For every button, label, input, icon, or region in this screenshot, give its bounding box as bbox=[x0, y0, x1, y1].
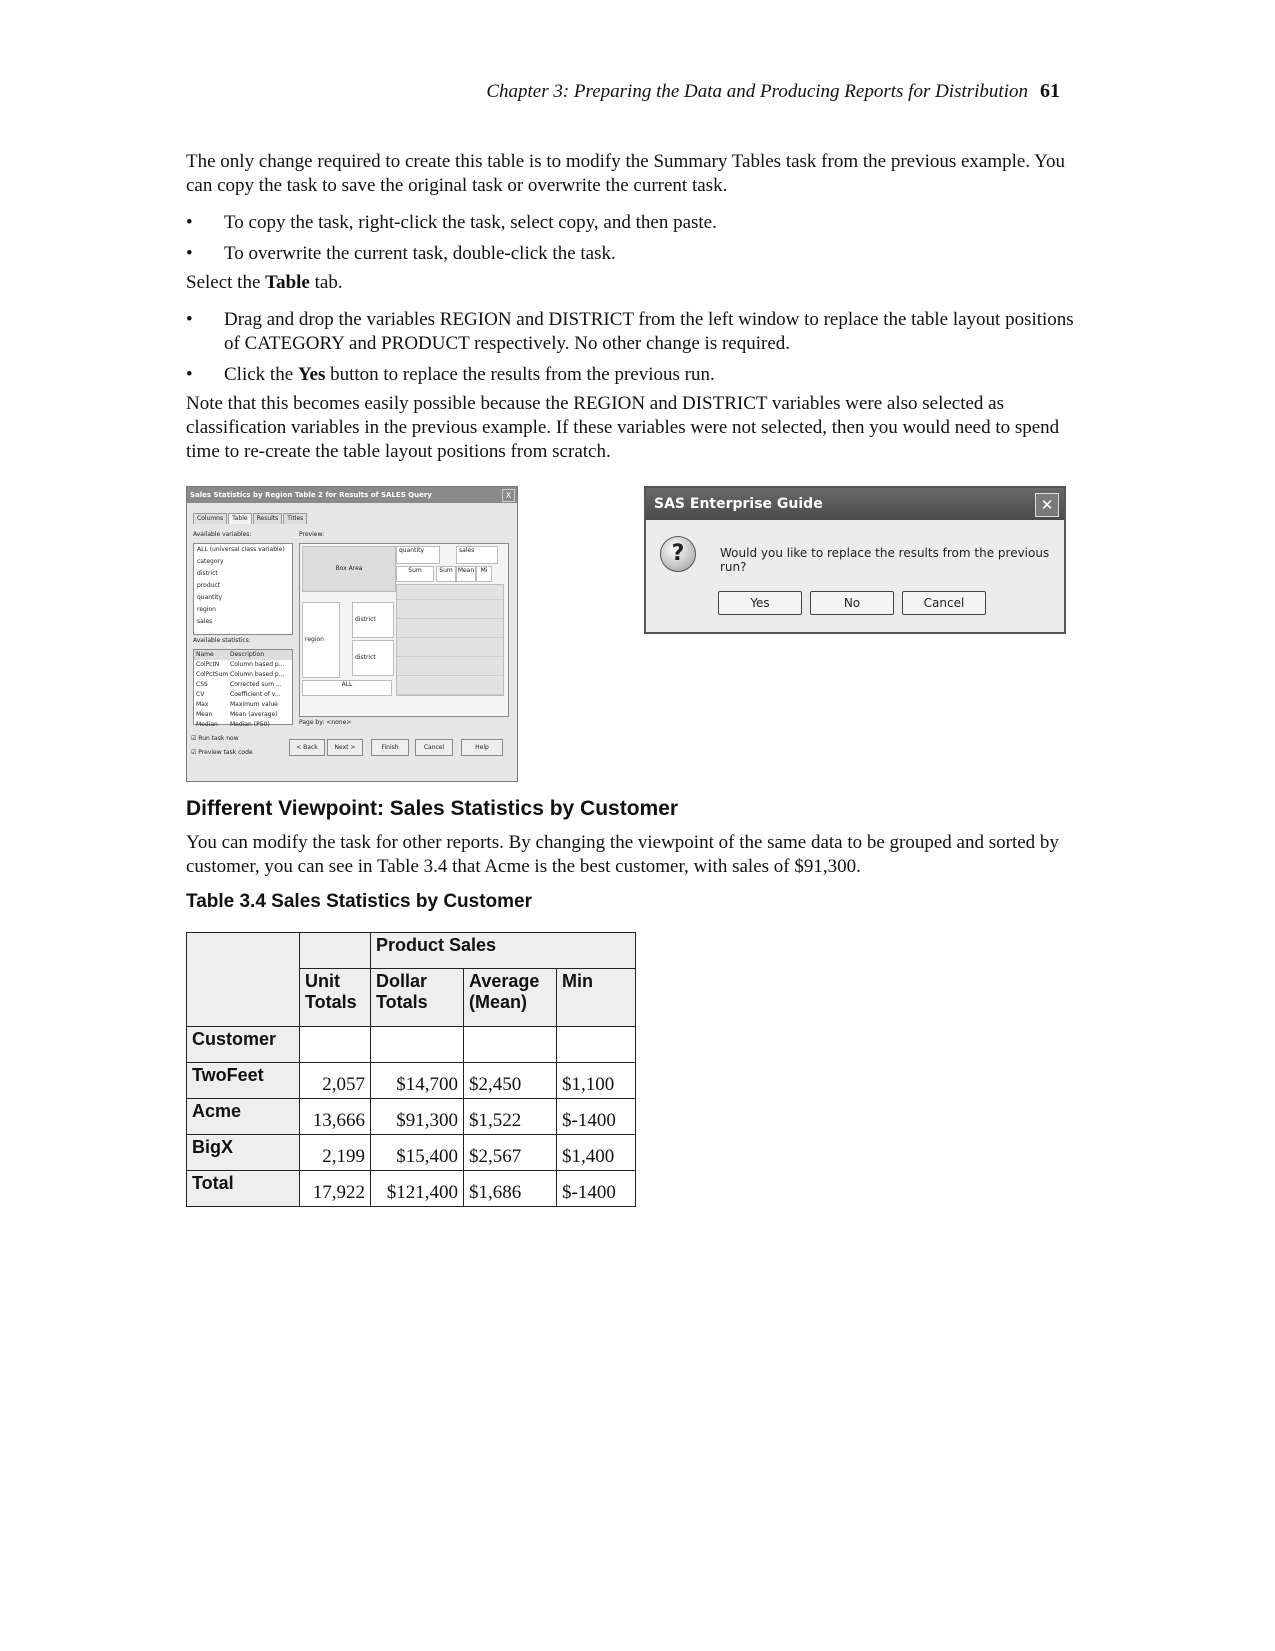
list-item[interactable]: district bbox=[197, 570, 218, 577]
sales-cell: sales bbox=[456, 546, 498, 564]
cancel-button[interactable]: Cancel bbox=[415, 739, 453, 756]
stats-header: Description bbox=[230, 651, 265, 658]
min-value: $-1400 bbox=[557, 1099, 636, 1135]
tab-results[interactable]: Results bbox=[253, 513, 283, 524]
select-table-tab-line bbox=[186, 271, 1086, 295]
empty-cell bbox=[464, 1027, 557, 1063]
average-mean: $2,567 bbox=[464, 1135, 557, 1171]
column-header: Unit Totals bbox=[300, 969, 371, 1027]
empty-cell bbox=[300, 933, 371, 969]
table-row bbox=[187, 933, 636, 969]
finish-button[interactable]: Finish bbox=[371, 739, 409, 756]
page-number: 61 bbox=[1040, 80, 1060, 102]
bullet-text: To overwrite the current task, double-click the task. bbox=[224, 243, 616, 264]
table-row bbox=[187, 1135, 636, 1171]
average-mean: $1,522 bbox=[464, 1099, 557, 1135]
empty-cell bbox=[371, 1027, 464, 1063]
tab-titles[interactable]: Titles bbox=[283, 513, 307, 524]
text-span: tab. bbox=[309, 272, 343, 293]
unit-totals: 13,666 bbox=[300, 1099, 371, 1135]
available-statistics-label: Available statistics: bbox=[193, 637, 251, 644]
empty-cell bbox=[557, 1027, 636, 1063]
dialog-title: SAS Enterprise Guide bbox=[654, 496, 823, 512]
mean-cell: Mean bbox=[456, 566, 476, 582]
question-icon: ? bbox=[660, 536, 696, 572]
empty-cell bbox=[300, 1027, 371, 1063]
all-cell: ALL bbox=[302, 680, 392, 696]
intro-paragraph: The only change required to create this table is to modify the Summary Tables task from the previous example. You can copy the task to save the original task or overwrite the current task. bbox=[186, 151, 1065, 196]
dollar-totals: $121,400 bbox=[371, 1171, 464, 1207]
min-value: $-1400 bbox=[557, 1171, 636, 1207]
average-mean: $2,450 bbox=[464, 1063, 557, 1099]
dialog-message: Would you like to replace the results from the previous run? bbox=[720, 546, 1050, 574]
summary-tables-wizard-screenshot bbox=[186, 486, 518, 782]
preview-area[interactable] bbox=[299, 543, 509, 717]
text-span: Click the bbox=[224, 364, 298, 385]
dollar-totals: $15,400 bbox=[371, 1135, 464, 1171]
bullet-dot: • bbox=[186, 212, 193, 233]
stats-header: Name bbox=[196, 651, 214, 658]
text-span: button to replace the results from the previous run. bbox=[325, 364, 715, 385]
tab-table[interactable]: Table bbox=[228, 513, 252, 524]
table-caption: Table 3.4 Sales Statistics by Customer bbox=[186, 891, 533, 912]
bullet-text: To copy the task, right-click the task, select copy, and then paste. bbox=[224, 212, 717, 233]
wizard-tabs bbox=[193, 513, 308, 524]
column-header: Min bbox=[557, 969, 636, 1027]
stats-header-row bbox=[194, 650, 292, 660]
column-header: Dollar Totals bbox=[371, 969, 464, 1027]
next-button[interactable]: Next > bbox=[327, 739, 363, 756]
list-item[interactable]: ALL (universal class variable) bbox=[197, 546, 285, 553]
bold-yes: Yes bbox=[297, 364, 326, 385]
list-item[interactable] bbox=[194, 660, 292, 670]
stat-name: CV bbox=[196, 691, 205, 698]
table-row bbox=[187, 1027, 636, 1063]
yes-button[interactable]: Yes bbox=[718, 591, 802, 615]
bullet-text bbox=[224, 363, 1086, 387]
bold-table: Table bbox=[265, 272, 310, 293]
list-item[interactable] bbox=[194, 720, 292, 730]
min-value: $1,100 bbox=[557, 1063, 636, 1099]
customer-name: Total bbox=[187, 1171, 300, 1207]
stat-name: Mean bbox=[196, 711, 213, 718]
region-cell: region bbox=[302, 602, 340, 678]
unit-totals: 2,057 bbox=[300, 1063, 371, 1099]
list-item[interactable] bbox=[194, 700, 292, 710]
checkbox-label: Preview task code bbox=[198, 749, 253, 756]
bullet-dot: • bbox=[186, 243, 193, 264]
table-row bbox=[187, 1099, 636, 1135]
customer-name: TwoFeet bbox=[187, 1063, 300, 1099]
customer-name: BigX bbox=[187, 1135, 300, 1171]
list-item[interactable]: quantity bbox=[197, 594, 223, 601]
variables-list[interactable] bbox=[193, 543, 293, 635]
no-button[interactable]: No bbox=[810, 591, 894, 615]
bullet-text: Drag and drop the variables REGION and DISTRICT from the left window to replace the table layout positions of CATEGORY and PRODUCT respectively. No other change is required. bbox=[224, 309, 1074, 354]
page-by-label: Page by: <none> bbox=[299, 719, 352, 726]
district-cell: district bbox=[352, 602, 394, 638]
bullet-drag-drop bbox=[186, 308, 1086, 356]
available-variables-label: Available variables: bbox=[193, 531, 252, 538]
stat-name: ColPctSum bbox=[196, 671, 229, 678]
dollar-totals: $14,700 bbox=[371, 1063, 464, 1099]
sas-confirm-dialog-screenshot bbox=[644, 486, 1066, 634]
section-paragraph: You can modify the task for other reports. By changing the viewpoint of the same data to be grouped and sorted by customer, you can see in Table 3.4 that Acme is the best customer, with sales of $91,300. bbox=[186, 832, 1059, 877]
column-header: Average (Mean) bbox=[464, 969, 557, 1027]
preview-label: Preview: bbox=[299, 531, 325, 538]
checkbox-label: Run task now bbox=[198, 735, 239, 742]
dialog-title-bar bbox=[646, 488, 1064, 520]
list-item[interactable]: product bbox=[197, 582, 221, 589]
cancel-button[interactable]: Cancel bbox=[902, 591, 986, 615]
note-paragraph: Note that this becomes easily possible because the REGION and DISTRICT variables were also selected as classification variables in the previous example. If these variables were not selected, then you would need to spend time to re-create the table layout positions from scratch. bbox=[186, 393, 1060, 462]
list-item[interactable] bbox=[194, 690, 292, 700]
chapter-title: Chapter 3: Preparing the Data and Producing Reports for Distribution bbox=[486, 81, 1028, 102]
stat-name: ColPctN bbox=[196, 661, 220, 668]
text-span: Select the bbox=[186, 272, 266, 293]
run-task-now-checkbox[interactable]: ☑ Run task now bbox=[191, 735, 239, 742]
preview-task-code-checkbox[interactable]: ☑ Preview task code bbox=[191, 749, 253, 756]
list-item[interactable]: region bbox=[197, 606, 216, 613]
list-item[interactable] bbox=[194, 710, 292, 720]
stat-name: Median bbox=[196, 721, 218, 728]
stat-desc: Coefficient of v... bbox=[230, 691, 281, 698]
dollar-totals: $91,300 bbox=[371, 1099, 464, 1135]
help-button[interactable]: Help bbox=[461, 739, 503, 756]
stat-desc: Maximum value bbox=[230, 701, 278, 708]
sum-cell: Sum bbox=[396, 566, 434, 582]
statistics-list[interactable] bbox=[193, 649, 293, 728]
box-area: Box Area bbox=[302, 546, 396, 592]
close-icon[interactable]: ✕ bbox=[1035, 493, 1059, 517]
running-header bbox=[486, 80, 1060, 103]
close-icon[interactable]: X bbox=[502, 489, 515, 502]
district-cell: district bbox=[352, 640, 394, 676]
sum-cell: Sum bbox=[436, 566, 456, 582]
tab-columns[interactable]: Columns bbox=[193, 513, 227, 524]
list-item[interactable] bbox=[194, 680, 292, 690]
list-item[interactable]: category bbox=[197, 558, 224, 565]
stat-desc: Mean (average) bbox=[230, 711, 278, 718]
wizard-title-bar bbox=[187, 487, 517, 503]
corner-cell bbox=[187, 933, 300, 1027]
list-item[interactable] bbox=[194, 670, 292, 680]
table-row bbox=[187, 1171, 636, 1207]
back-button[interactable]: < Back bbox=[289, 739, 325, 756]
customer-name: Acme bbox=[187, 1099, 300, 1135]
stat-name: CSS bbox=[196, 681, 208, 688]
min-value: $1,400 bbox=[557, 1135, 636, 1171]
unit-totals: 17,922 bbox=[300, 1171, 371, 1207]
stat-desc: Column based p... bbox=[230, 671, 285, 678]
wizard-title: Sales Statistics by Region Table 2 for Results of SALES Query bbox=[190, 491, 432, 499]
quantity-cell: quantity bbox=[396, 546, 440, 564]
stat-name: Max bbox=[196, 701, 209, 708]
row-header: Customer bbox=[187, 1027, 300, 1063]
average-mean: $1,686 bbox=[464, 1171, 557, 1207]
bullet-dot: • bbox=[186, 364, 193, 385]
section-heading: Different Viewpoint: Sales Statistics by Customer bbox=[186, 797, 679, 820]
stat-desc: Corrected sum ... bbox=[230, 681, 282, 688]
list-item[interactable]: sales bbox=[197, 618, 213, 625]
bullet-dot: • bbox=[186, 309, 193, 330]
table-row bbox=[187, 1063, 636, 1099]
stat-desc: Column based p... bbox=[230, 661, 285, 668]
sales-by-customer-table bbox=[186, 932, 636, 1207]
mi-cell: Mi bbox=[476, 566, 492, 582]
unit-totals: 2,199 bbox=[300, 1135, 371, 1171]
stat-desc: Median (P50) bbox=[230, 721, 270, 728]
group-header: Product Sales bbox=[371, 933, 636, 969]
preview-grid bbox=[396, 584, 504, 696]
